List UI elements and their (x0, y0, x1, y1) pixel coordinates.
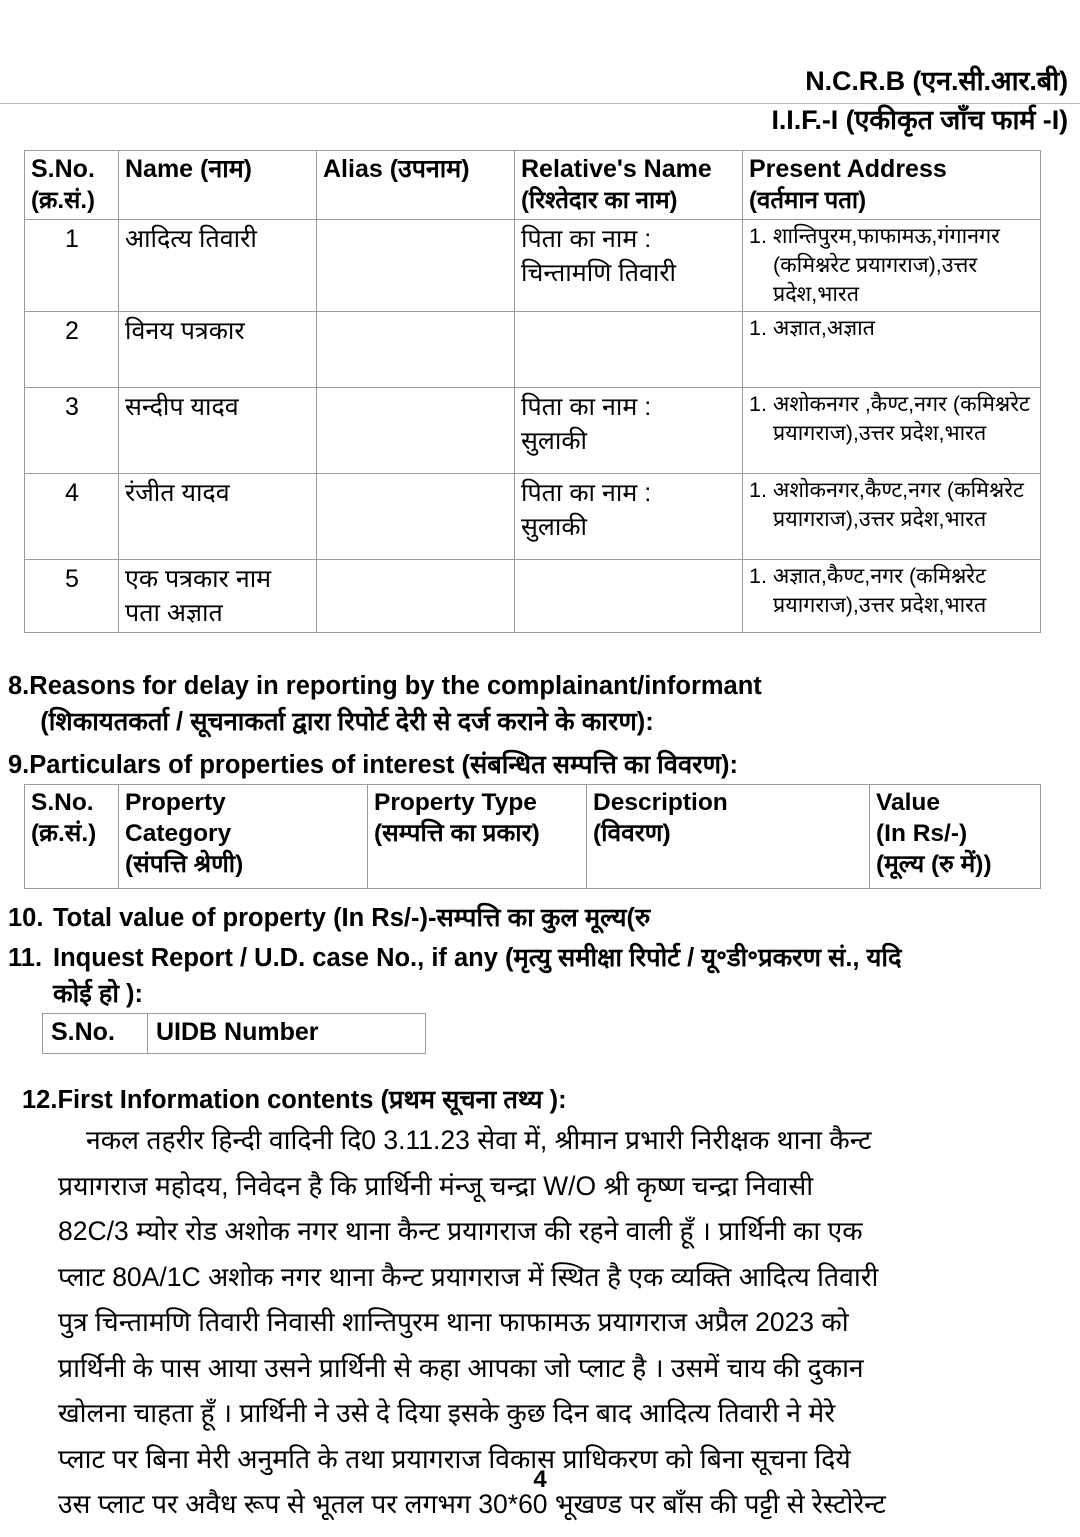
header-iif-line: I.I.F.-I (एकीकृत जाँच फार्म -I) (771, 105, 1068, 135)
column-header-uidb-sno: S.No. (43, 1014, 148, 1054)
cell-relatives-name-line1: पिता का नाम : (521, 393, 652, 421)
column-header-sno-hi: (क्र.सं.) (31, 187, 95, 214)
table-row (25, 474, 1041, 560)
uidb-table (42, 1013, 426, 1054)
cell-name: रंजीत यादव (119, 474, 317, 560)
fir-body-line: प्रयागराज महोदय, निवेदन है कि प्रार्थिनी मंन्जू चन्द्रा W/O श्री कृष्ण चन्द्रा निवासी (58, 1170, 814, 1201)
cell-name: एक पत्रकार नाम पता अज्ञात (119, 560, 317, 633)
table-header-row (43, 1014, 426, 1054)
cell-sno: 5 (25, 560, 119, 633)
fir-body-line: प्रार्थिनी के पास आया उसने प्रार्थिनी से कहा आपका जो प्लाट है । उसमें चाय की दुकान (58, 1352, 864, 1383)
section-11-title-line1: Inquest Report / U.D. case No., if any (मृत्यु समीक्षा रिपोर्ट / यू॰डी॰प्रकरण सं., यदि (53, 944, 902, 972)
property-table (24, 784, 1041, 889)
column-header-property-category-l3: (संपत्ति श्रेणी) (125, 851, 244, 878)
column-header-property-sno (25, 785, 119, 889)
table-row (25, 560, 1041, 633)
cell-present-address (743, 312, 1041, 388)
column-header-sno (25, 151, 119, 220)
column-header-property-value-l1: Value (876, 789, 941, 816)
section-8-title-hi: (शिकायतकर्ता / सूचनाकर्ता द्वारा रिपोर्ट देरी से दर्ज कराने के कारण): (40, 708, 654, 736)
cell-name: आदित्य तिवारी (119, 220, 317, 312)
column-header-property-description (587, 785, 870, 889)
column-header-property-category (119, 785, 368, 889)
table-header-row (25, 151, 1041, 220)
cell-relatives-name-line1: पिता का नाम : (521, 225, 652, 253)
persons-table (24, 150, 1041, 633)
cell-sno: 3 (25, 388, 119, 474)
column-header-property-value (870, 785, 1041, 889)
column-header-uidb-number: UIDB Number (148, 1014, 426, 1054)
section-10-title: Total value of property (In Rs/-)-सम्पत्ति का कुल मूल्य(रु (53, 904, 651, 932)
column-header-property-sno-l2: (क्र.सं.) (31, 820, 97, 847)
cell-sno: 1 (25, 220, 119, 312)
cell-sno: 2 (25, 312, 119, 388)
column-header-relatives-name-en: Relative's Name (521, 155, 712, 183)
fir-body-line: प्लाट 80A/1C अशोक नगर थाना कैन्ट प्रयागराज में स्थित है एक व्यक्ति आदित्य तिवारी (58, 1261, 879, 1292)
fir-body-line: प्लाट पर बिना मेरी अनुमति के तथा प्रयागराज विकास प्राधिकरण को बिना सूचना दिये (58, 1443, 851, 1474)
column-header-property-description-l2: (विवरण) (593, 820, 671, 847)
cell-relatives-name (515, 474, 743, 560)
column-header-property-value-l2: (In Rs/-) (876, 820, 968, 847)
header-divider-rule (0, 103, 1080, 104)
column-header-property-sno-l1: S.No. (31, 789, 94, 816)
cell-relatives-name-line1: पिता का नाम : (521, 479, 652, 507)
cell-alias (317, 474, 515, 560)
cell-present-address-text: 1. शान्तिपुरम,फाफामऊ,गंगानगर (कमिश्नरेट प्रयागराज),उत्तर प्रदेश,भारत (749, 224, 1000, 306)
fir-body-line: उस प्लाट पर अवैध रूप से भूतल पर लगभग 30*60 भूखण्ड पर बाँस की पट्टी से रेस्टोरेन्ट (58, 1489, 886, 1519)
column-header-property-type (368, 785, 587, 889)
table-row (25, 388, 1041, 474)
section-10-number: 10. (8, 904, 44, 932)
cell-relatives-name (515, 560, 743, 633)
fir-body-line: पुत्र चिन्तामणि तिवारी निवासी शान्तिपुरम थाना फाफामऊ प्रयागराज अप्रैल 2023 को (58, 1307, 849, 1337)
section-11-title-line2: कोई हो ): (53, 980, 144, 1008)
cell-relatives-name-line2: चिन्तामणि तिवारी (521, 259, 677, 287)
section-12-title: First Information contents (प्रथम सूचना तथ्य ): (57, 1086, 567, 1114)
table-header-row (25, 785, 1041, 889)
cell-sno: 4 (25, 474, 119, 560)
section-8-title-en: Reasons for delay in reporting by the complainant/informant (29, 672, 762, 700)
column-header-alias: Alias (उपनाम) (317, 151, 515, 220)
cell-present-address-text: 1. अशोकनगर ,कैण्ट,नगर (कमिश्नरेट प्रयागराज),उत्तर प्रदेश,भारत (749, 392, 1030, 445)
cell-present-address (743, 388, 1041, 474)
cell-name: सन्दीप यादव (119, 388, 317, 474)
cell-present-address-text: 1. अज्ञात,अज्ञात (749, 316, 875, 340)
cell-present-address (743, 220, 1041, 312)
column-header-present-address-en: Present Address (749, 155, 947, 183)
cell-present-address-text: 1. अशोकनगर,कैण्ट,नगर (कमिश्नरेट प्रयागराज),उत्तर प्रदेश,भारत (749, 478, 1024, 531)
table-row (25, 312, 1041, 388)
cell-present-address (743, 474, 1041, 560)
column-header-sno-en: S.No. (31, 155, 95, 183)
column-header-relatives-name-hi: (रिश्तेदार का नाम) (521, 187, 678, 214)
section-12-number: 12. (22, 1086, 58, 1114)
cell-relatives-name (515, 388, 743, 474)
cell-relatives-name-line2: सुलाकी (521, 427, 588, 455)
table-row (25, 220, 1041, 312)
section-10-total-value-of-property (8, 900, 1068, 936)
fir-body-line: 82C/3 म्योर रोड अशोक नगर थाना कैन्ट प्रयागराज की रहने वाली हूँ । प्रार्थिनी का एक (58, 1216, 863, 1246)
section-8-reasons-for-delay (8, 668, 1068, 740)
page-number: 4 (533, 1466, 547, 1493)
column-header-property-value-l3: (मूल्य (रु में)) (876, 851, 992, 878)
section-9-number: 9. (8, 751, 30, 779)
cell-relatives-name-line2: सुलाकी (521, 513, 588, 541)
header-ncrb-line: N.C.R.B (एन.सी.आर.बी) (805, 66, 1068, 96)
section-9-particulars-of-properties (8, 747, 1068, 783)
column-header-name: Name (नाम) (119, 151, 317, 220)
column-header-present-address (743, 151, 1041, 220)
document-header (0, 0, 1080, 140)
cell-alias (317, 220, 515, 312)
section-11-number: 11. (8, 944, 43, 972)
cell-relatives-name (515, 312, 743, 388)
section-9-title: Particulars of properties of interest (संबन्धित सम्पत्ति का विवरण): (29, 751, 738, 779)
section-8-number: 8. (8, 672, 30, 700)
cell-present-address (743, 560, 1041, 633)
column-header-property-category-l1: Property (125, 789, 226, 816)
fir-body-line: नकल तहरीर हिन्दी वादिनी दि0 3.11.23 सेवा में, श्रीमान प्रभारी निरीक्षक थाना कैन्ट (86, 1125, 872, 1155)
column-header-property-type-l2: (सम्पत्ति का प्रकार) (374, 820, 540, 847)
column-header-property-description-l1: Description (593, 789, 728, 816)
section-11-inquest-report (8, 940, 1080, 1012)
section-12-first-information-contents (22, 1082, 1080, 1118)
column-header-property-type-l1: Property Type (374, 789, 537, 816)
cell-alias (317, 312, 515, 388)
fir-body-line: खोलना चाहता हूँ । प्रार्थिनी ने उसे दे दिया इसके कुछ दिन बाद आदित्य तिवारी ने मेरे (58, 1398, 836, 1428)
column-header-present-address-hi: (वर्तमान पता) (749, 187, 867, 214)
cell-name: विनय पत्रकार (119, 312, 317, 388)
cell-present-address-text: 1. अज्ञात,कैण्ट,नगर (कमिश्नरेट प्रयागराज),उत्तर प्रदेश,भारत (749, 564, 987, 617)
cell-alias (317, 560, 515, 633)
cell-relatives-name (515, 220, 743, 312)
column-header-property-category-l2: Category (125, 820, 232, 847)
cell-alias (317, 388, 515, 474)
column-header-relatives-name (515, 151, 743, 220)
